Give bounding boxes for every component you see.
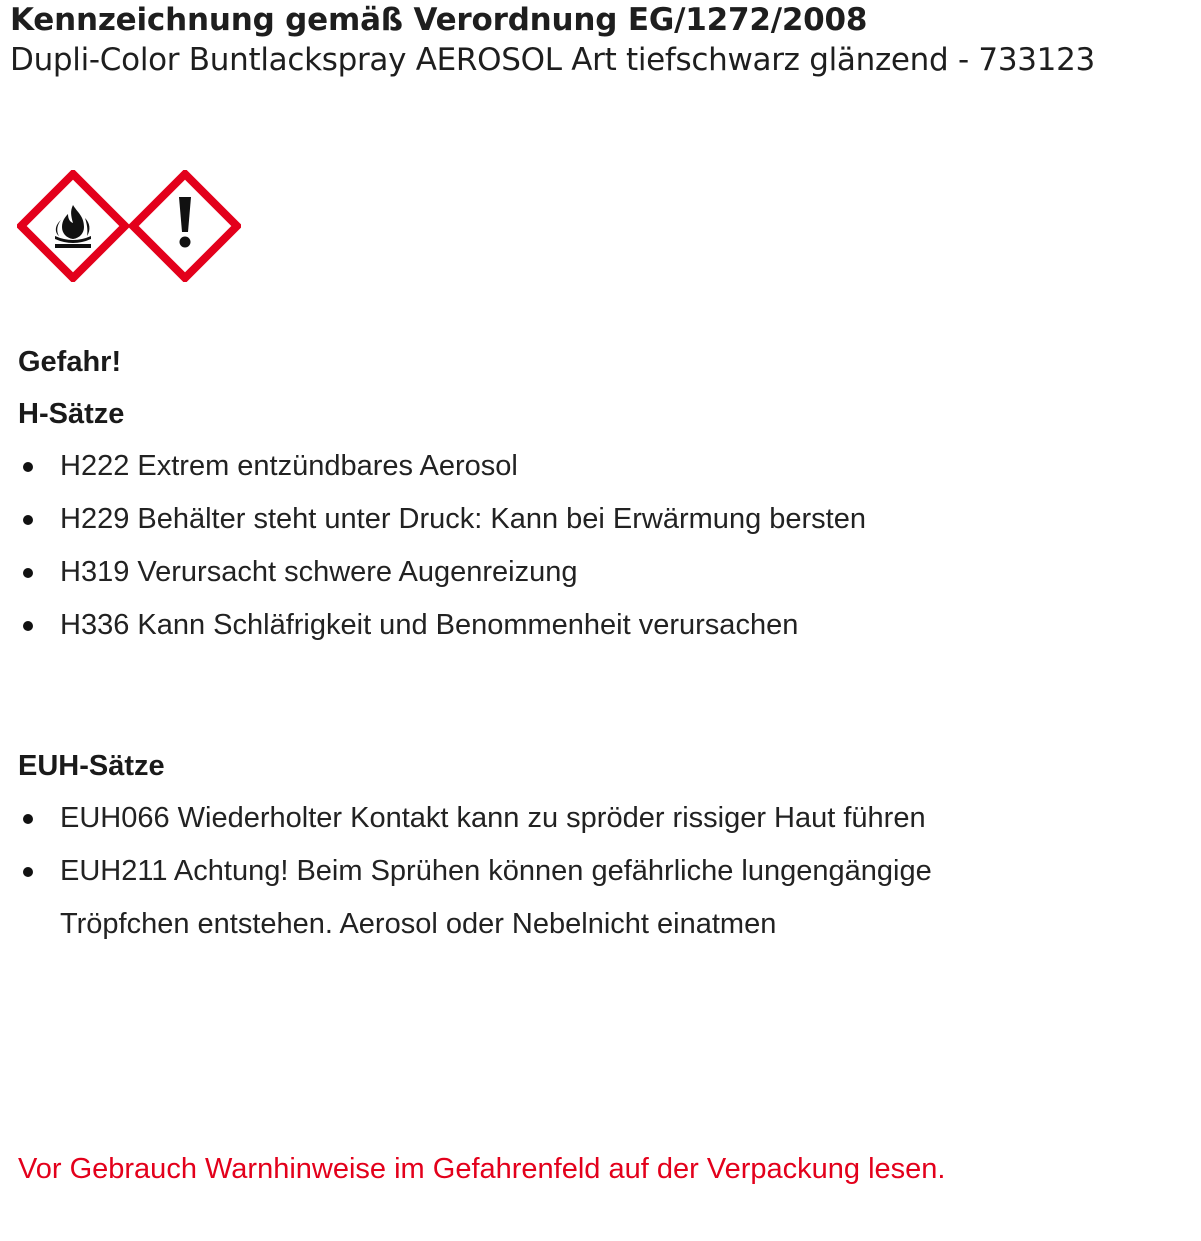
h-statements-heading: H-Sätze (18, 398, 125, 430)
list-item (18, 599, 1168, 652)
h-statement-text: H222 Extrem entzündbares Aerosol (60, 450, 518, 482)
euh-statement-text: EUH066 Wiederholter Kontakt kann zu spröder rissiger Haut führen (60, 802, 926, 834)
h-statement-text: H336 Kann Schläfrigkeit und Benommenheit verursachen (60, 609, 799, 641)
flame-hazard-icon (17, 170, 129, 282)
bullet-icon (23, 814, 33, 824)
bullet-icon (23, 462, 33, 472)
list-item (18, 792, 968, 845)
hazard-pictograms (17, 170, 241, 282)
h-statement-text: H319 Verursacht schwere Augenreizung (60, 556, 578, 588)
list-item (18, 440, 1168, 493)
document-header (10, 0, 1200, 80)
h-statement-text: H229 Behälter steht unter Druck: Kann bei Erwärmung bersten (60, 503, 866, 535)
list-item (18, 546, 1168, 599)
bullet-icon (23, 568, 33, 578)
euh-statement-text: EUH211 Achtung! Beim Sprühen können gefährliche lungengängige Tröpfchen entstehen. Aerosol oder Nebelnicht einatmen (60, 855, 932, 940)
euh-statements-heading: EUH-Sätze (18, 750, 165, 782)
h-statements-list (18, 440, 1168, 652)
list-item (18, 845, 968, 951)
bullet-icon (23, 515, 33, 525)
product-name: Dupli-Color Buntlackspray AEROSOL Art tiefschwarz glänzend - 733123 (10, 42, 1095, 78)
signal-word: Gefahr! (18, 346, 122, 378)
euh-statements-list (18, 792, 968, 951)
hazard-information (18, 336, 1168, 951)
packaging-warning-notice: Vor Gebrauch Warnhinweise im Gefahrenfeld auf der Verpackung lesen. (18, 1153, 946, 1185)
list-item (18, 493, 1168, 546)
section-spacer (18, 652, 1168, 740)
bullet-icon (23, 621, 33, 631)
bullet-icon (23, 867, 33, 877)
exclamation-hazard-icon (129, 170, 241, 282)
document-title: Kennzeichnung gemäß Verordnung EG/1272/2008 (10, 2, 868, 38)
